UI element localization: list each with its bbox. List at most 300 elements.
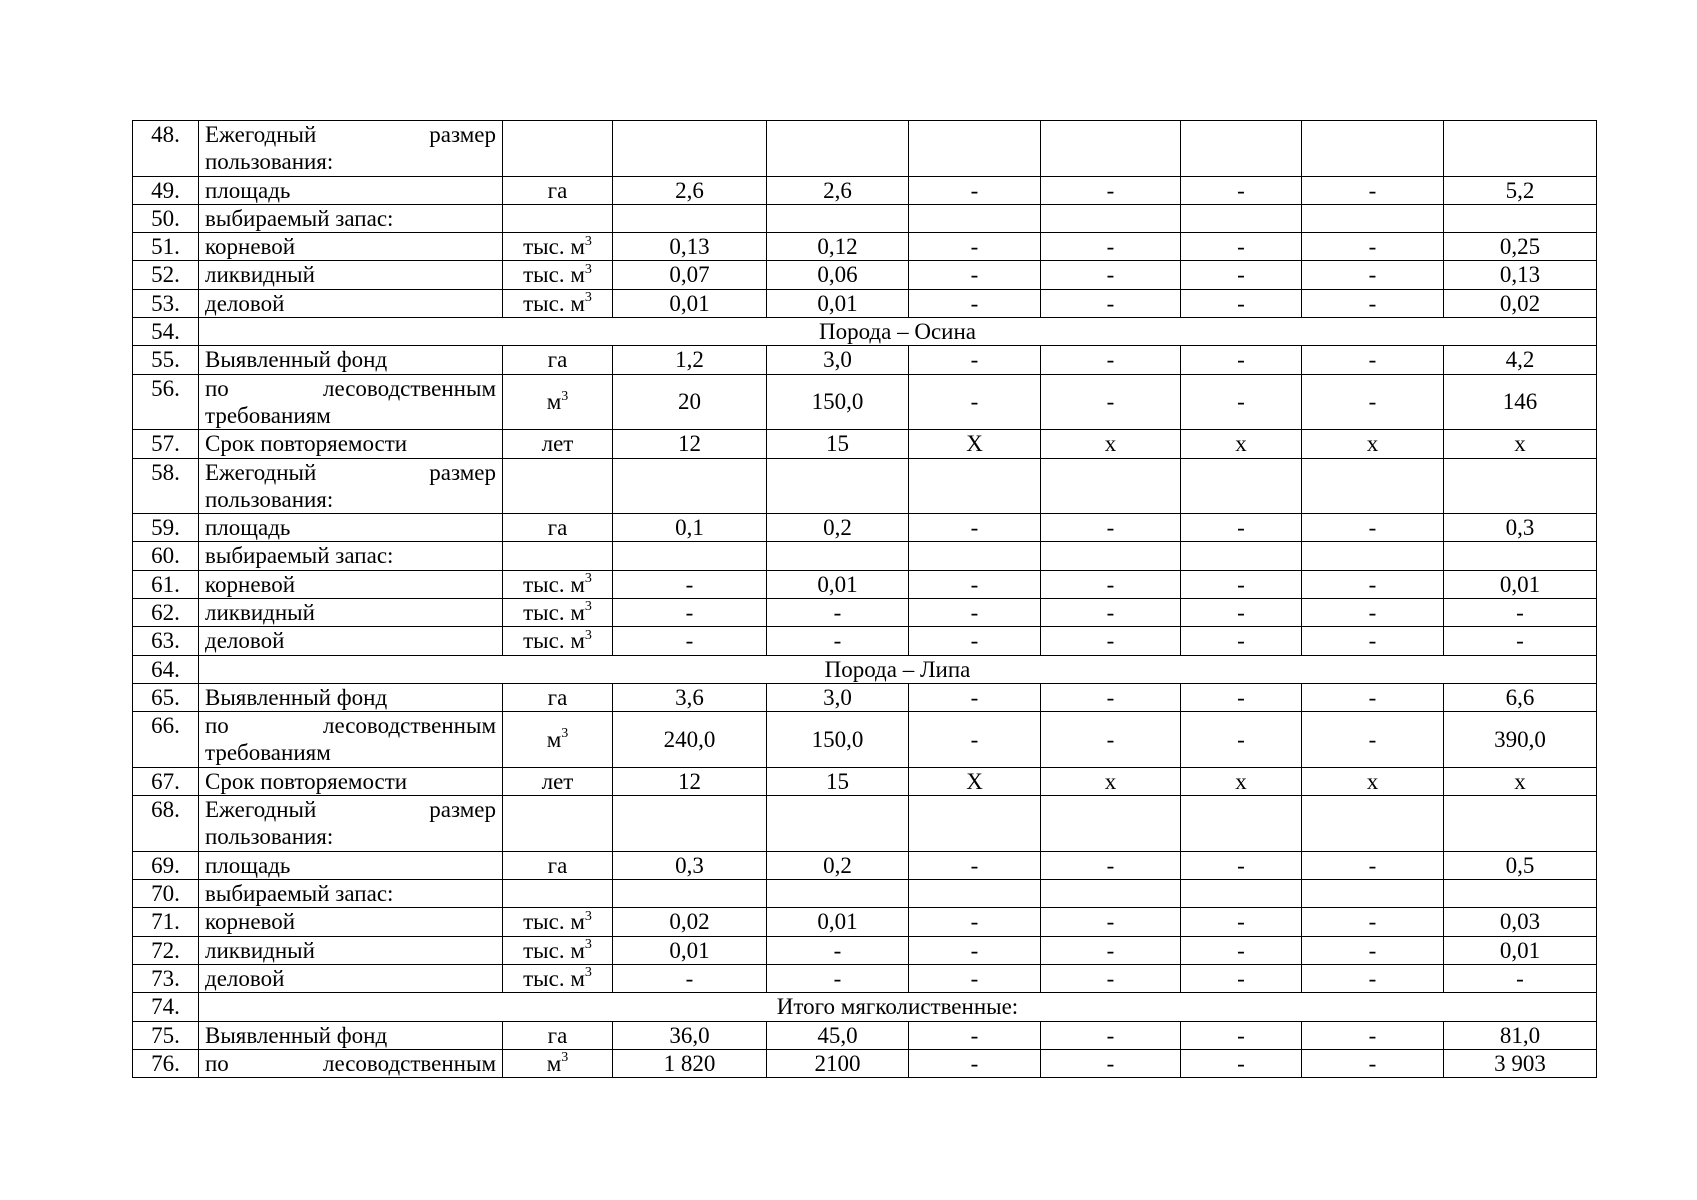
value-cell <box>1444 796 1597 852</box>
row-label: ликвидный <box>199 936 503 964</box>
value-cell: - <box>1181 851 1302 879</box>
unit-text: га <box>547 852 568 878</box>
value-cell: - <box>613 570 767 598</box>
value-cell: 0,13 <box>1444 261 1597 289</box>
value-cell: 0,5 <box>1444 851 1597 879</box>
unit-cell <box>503 796 613 852</box>
value-cell: 3,0 <box>767 683 909 711</box>
value-cell <box>1302 121 1444 177</box>
value-cell: - <box>909 599 1041 627</box>
value-cell: - <box>909 964 1041 992</box>
value-cell: х <box>1041 430 1181 458</box>
value-cell: - <box>1041 514 1181 542</box>
value-cell: х <box>1181 430 1302 458</box>
value-cell <box>1041 121 1181 177</box>
row-label-line2: пользования: <box>205 486 334 512</box>
unit-cell <box>503 542 613 570</box>
value-cell: - <box>1181 176 1302 204</box>
unit-cell <box>503 964 613 992</box>
unit-cell <box>503 908 613 936</box>
table-row <box>133 176 1597 204</box>
table-row <box>133 767 1597 795</box>
value-cell: 15 <box>767 430 909 458</box>
value-cell: - <box>1181 289 1302 317</box>
unit-cell <box>503 261 613 289</box>
row-label <box>199 121 503 177</box>
value-cell: - <box>1041 964 1181 992</box>
value-cell: - <box>909 233 1041 261</box>
table-row <box>133 627 1597 655</box>
value-cell: - <box>1181 599 1302 627</box>
value-cell <box>767 796 909 852</box>
row-label-line2: требованиям <box>205 740 331 766</box>
row-number: 75. <box>133 1021 199 1049</box>
value-cell: - <box>1302 599 1444 627</box>
table-row <box>133 908 1597 936</box>
table-row <box>133 570 1597 598</box>
forest-use-table <box>132 120 1597 1078</box>
value-cell: - <box>613 627 767 655</box>
value-cell: - <box>1302 964 1444 992</box>
value-cell: 3,0 <box>767 346 909 374</box>
value-cell: - <box>767 936 909 964</box>
value-cell <box>613 542 767 570</box>
unit-cell <box>503 430 613 458</box>
value-cell <box>1181 121 1302 177</box>
unit-cell <box>503 570 613 598</box>
unit-text: тыс. м <box>523 290 585 316</box>
value-cell: 12 <box>613 767 767 795</box>
unit-cell <box>503 767 613 795</box>
unit-cell <box>503 289 613 317</box>
value-cell: - <box>613 599 767 627</box>
value-cell: 4,2 <box>1444 346 1597 374</box>
value-cell: 150,0 <box>767 374 909 430</box>
value-cell: - <box>767 599 909 627</box>
row-label: Выявленный фонд <box>199 1021 503 1049</box>
value-cell: - <box>909 936 1041 964</box>
value-cell: - <box>909 1021 1041 1049</box>
row-label: Выявленный фонд <box>199 683 503 711</box>
value-cell: 0,25 <box>1444 233 1597 261</box>
value-cell <box>767 121 909 177</box>
value-cell <box>1181 880 1302 908</box>
table-row <box>133 121 1597 177</box>
value-cell: - <box>1302 712 1444 768</box>
value-cell: - <box>1444 964 1597 992</box>
row-number: 66. <box>133 712 199 768</box>
table-row <box>133 796 1597 852</box>
row-label: Срок повторяемости <box>199 430 503 458</box>
value-cell: 2,6 <box>613 176 767 204</box>
row-number: 56. <box>133 374 199 430</box>
row-number: 72. <box>133 936 199 964</box>
value-cell <box>909 121 1041 177</box>
unit-cell <box>503 458 613 514</box>
value-cell: - <box>1302 261 1444 289</box>
row-label-line2: пользования: <box>205 824 334 850</box>
unit-superscript: 3 <box>584 261 592 277</box>
value-cell: - <box>909 176 1041 204</box>
value-cell: х <box>1302 430 1444 458</box>
unit-text: лет <box>541 768 574 794</box>
value-cell: - <box>1041 233 1181 261</box>
row-label: корневой <box>199 233 503 261</box>
row-number: 65. <box>133 683 199 711</box>
value-cell: 3,6 <box>613 683 767 711</box>
row-number: 70. <box>133 880 199 908</box>
table-row <box>133 458 1597 514</box>
value-cell: - <box>1041 683 1181 711</box>
unit-superscript: 3 <box>584 627 592 643</box>
table-row <box>133 712 1597 768</box>
value-cell <box>1302 204 1444 232</box>
row-label-line1: по лесоводственным <box>205 375 496 401</box>
unit-text: га <box>547 515 568 541</box>
value-cell: - <box>1181 233 1302 261</box>
value-cell: 0,3 <box>1444 514 1597 542</box>
unit-cell <box>503 683 613 711</box>
table-row <box>133 1021 1597 1049</box>
value-cell: - <box>1041 1049 1181 1077</box>
unit-cell <box>503 936 613 964</box>
value-cell <box>1444 458 1597 514</box>
value-cell: - <box>1181 346 1302 374</box>
value-cell: 2100 <box>767 1049 909 1077</box>
row-number: 51. <box>133 233 199 261</box>
unit-text: тыс. м <box>523 262 585 288</box>
value-cell: - <box>1302 851 1444 879</box>
value-cell: х <box>1041 767 1181 795</box>
row-label: площадь <box>199 176 503 204</box>
row-number: 62. <box>133 599 199 627</box>
table-row <box>133 261 1597 289</box>
unit-cell <box>503 346 613 374</box>
value-cell <box>1181 458 1302 514</box>
value-cell: - <box>1302 936 1444 964</box>
value-cell <box>1302 458 1444 514</box>
row-label: ликвидный <box>199 599 503 627</box>
unit-text: тыс. м <box>523 628 585 654</box>
row-label-line2: требованиям <box>205 402 331 428</box>
unit-cell <box>503 1049 613 1077</box>
value-cell: - <box>767 627 909 655</box>
value-cell: Х <box>909 430 1041 458</box>
value-cell: - <box>1041 570 1181 598</box>
unit-cell <box>503 1021 613 1049</box>
value-cell: - <box>1302 289 1444 317</box>
value-cell <box>613 880 767 908</box>
value-cell: - <box>1041 712 1181 768</box>
value-cell: 2,6 <box>767 176 909 204</box>
unit-cell <box>503 121 613 177</box>
value-cell: - <box>1181 964 1302 992</box>
value-cell: - <box>909 346 1041 374</box>
value-cell: - <box>1181 261 1302 289</box>
value-cell: - <box>909 712 1041 768</box>
unit-text: га <box>547 684 568 710</box>
value-cell: х <box>1181 767 1302 795</box>
table-row <box>133 993 1597 1021</box>
row-number: 73. <box>133 964 199 992</box>
value-cell: 1,2 <box>613 346 767 374</box>
row-label <box>199 796 503 852</box>
value-cell: 5,2 <box>1444 176 1597 204</box>
unit-cell <box>503 851 613 879</box>
unit-superscript: 3 <box>561 388 569 404</box>
unit-cell <box>503 514 613 542</box>
row-number: 61. <box>133 570 199 598</box>
value-cell: 240,0 <box>613 712 767 768</box>
value-cell: - <box>1041 346 1181 374</box>
value-cell <box>613 121 767 177</box>
row-number: 49. <box>133 176 199 204</box>
row-label: выбираемый запас: <box>199 542 503 570</box>
value-cell: - <box>1041 289 1181 317</box>
unit-text: м <box>546 389 562 415</box>
row-number: 50. <box>133 204 199 232</box>
row-number: 57. <box>133 430 199 458</box>
row-label: ликвидный <box>199 261 503 289</box>
row-label: корневой <box>199 570 503 598</box>
value-cell <box>1444 204 1597 232</box>
unit-cell <box>503 627 613 655</box>
table-row <box>133 936 1597 964</box>
value-cell: - <box>613 964 767 992</box>
unit-cell <box>503 880 613 908</box>
value-cell <box>1444 121 1597 177</box>
row-label-line1: Ежегодный размер <box>205 459 496 485</box>
value-cell <box>1041 880 1181 908</box>
row-number: 76. <box>133 1049 199 1077</box>
value-cell: - <box>1041 851 1181 879</box>
value-cell <box>909 458 1041 514</box>
row-label: площадь <box>199 514 503 542</box>
unit-cell <box>503 374 613 430</box>
value-cell: - <box>1181 570 1302 598</box>
row-number: 54. <box>133 318 199 346</box>
value-cell: - <box>909 627 1041 655</box>
value-cell: - <box>909 851 1041 879</box>
value-cell: 0,1 <box>613 514 767 542</box>
row-label: Срок повторяемости <box>199 767 503 795</box>
value-cell: Х <box>909 767 1041 795</box>
section-title: Порода – Осина <box>199 318 1597 346</box>
value-cell: - <box>1041 599 1181 627</box>
value-cell: - <box>909 908 1041 936</box>
unit-cell <box>503 233 613 261</box>
value-cell <box>1444 880 1597 908</box>
value-cell: - <box>1302 346 1444 374</box>
value-cell: - <box>909 514 1041 542</box>
value-cell: 0,13 <box>613 233 767 261</box>
value-cell: 20 <box>613 374 767 430</box>
value-cell: - <box>1181 936 1302 964</box>
unit-superscript: 3 <box>584 936 592 952</box>
value-cell: - <box>1041 627 1181 655</box>
value-cell <box>909 880 1041 908</box>
value-cell: - <box>1444 599 1597 627</box>
unit-cell <box>503 712 613 768</box>
value-cell: - <box>909 374 1041 430</box>
value-cell <box>613 796 767 852</box>
value-cell: х <box>1444 767 1597 795</box>
row-number: 67. <box>133 767 199 795</box>
unit-superscript: 3 <box>561 1050 569 1066</box>
unit-text: тыс. м <box>523 234 585 260</box>
row-number: 71. <box>133 908 199 936</box>
value-cell: - <box>1302 908 1444 936</box>
value-cell <box>767 204 909 232</box>
value-cell: - <box>1302 1049 1444 1077</box>
row-label: выбираемый запас: <box>199 204 503 232</box>
row-number: 68. <box>133 796 199 852</box>
value-cell: 3 903 <box>1444 1049 1597 1077</box>
row-number: 64. <box>133 655 199 683</box>
unit-text: лет <box>541 431 574 457</box>
row-label: выбираемый запас: <box>199 880 503 908</box>
value-cell: - <box>1181 683 1302 711</box>
value-cell: 390,0 <box>1444 712 1597 768</box>
value-cell: 0,07 <box>613 261 767 289</box>
value-cell: 15 <box>767 767 909 795</box>
value-cell: - <box>1302 374 1444 430</box>
row-number: 52. <box>133 261 199 289</box>
value-cell: - <box>909 570 1041 598</box>
value-cell <box>613 204 767 232</box>
value-cell: х <box>1302 767 1444 795</box>
value-cell: - <box>1302 570 1444 598</box>
value-cell: - <box>1041 374 1181 430</box>
value-cell: - <box>909 1049 1041 1077</box>
value-cell: - <box>1302 514 1444 542</box>
value-cell: 45,0 <box>767 1021 909 1049</box>
unit-text: м <box>546 1050 562 1076</box>
value-cell <box>1181 796 1302 852</box>
row-label-line1: Ежегодный размер <box>205 122 496 147</box>
value-cell <box>1302 796 1444 852</box>
value-cell <box>1041 542 1181 570</box>
value-cell <box>767 542 909 570</box>
table-row <box>133 683 1597 711</box>
value-cell: 0,02 <box>1444 289 1597 317</box>
row-label: деловой <box>199 289 503 317</box>
value-cell: - <box>1041 908 1181 936</box>
value-cell <box>1302 880 1444 908</box>
row-number: 48. <box>133 121 199 177</box>
table-row <box>133 233 1597 261</box>
table-row <box>133 318 1597 346</box>
unit-text: м <box>546 727 562 753</box>
value-cell: 0,2 <box>767 514 909 542</box>
unit-cell <box>503 176 613 204</box>
value-cell: - <box>1181 1021 1302 1049</box>
value-cell <box>1181 542 1302 570</box>
unit-superscript: 3 <box>584 908 592 924</box>
unit-cell <box>503 204 613 232</box>
row-label: Выявленный фонд <box>199 346 503 374</box>
row-label-line1: по лесоводственным <box>205 713 496 739</box>
value-cell: - <box>1302 176 1444 204</box>
value-cell: - <box>767 964 909 992</box>
table-row <box>133 655 1597 683</box>
unit-text: тыс. м <box>523 600 585 626</box>
value-cell: - <box>1181 908 1302 936</box>
value-cell <box>909 796 1041 852</box>
unit-text: тыс. м <box>523 965 585 991</box>
row-number: 55. <box>133 346 199 374</box>
value-cell: 0,06 <box>767 261 909 289</box>
row-label: деловой <box>199 964 503 992</box>
value-cell: 6,6 <box>1444 683 1597 711</box>
row-number: 69. <box>133 851 199 879</box>
row-number: 53. <box>133 289 199 317</box>
value-cell: 0,03 <box>1444 908 1597 936</box>
row-label: по лесоводственным <box>199 1049 503 1077</box>
value-cell: 150,0 <box>767 712 909 768</box>
value-cell <box>1041 204 1181 232</box>
value-cell: - <box>909 261 1041 289</box>
row-label <box>199 374 503 430</box>
value-cell: - <box>1041 936 1181 964</box>
value-cell: - <box>1041 176 1181 204</box>
value-cell: - <box>1302 627 1444 655</box>
value-cell: 0,2 <box>767 851 909 879</box>
value-cell: - <box>1041 1021 1181 1049</box>
row-label: деловой <box>199 627 503 655</box>
row-number: 58. <box>133 458 199 514</box>
value-cell: 0,01 <box>1444 936 1597 964</box>
value-cell: 12 <box>613 430 767 458</box>
value-cell: 0,01 <box>1444 570 1597 598</box>
row-label-line1: Ежегодный размер <box>205 797 496 823</box>
table-row <box>133 289 1597 317</box>
unit-superscript: 3 <box>584 965 592 981</box>
value-cell: - <box>1181 514 1302 542</box>
value-cell <box>1444 542 1597 570</box>
table-row <box>133 599 1597 627</box>
value-cell: х <box>1444 430 1597 458</box>
value-cell: - <box>1302 1021 1444 1049</box>
value-cell: - <box>1181 627 1302 655</box>
value-cell <box>909 204 1041 232</box>
row-number: 63. <box>133 627 199 655</box>
value-cell: - <box>1041 261 1181 289</box>
value-cell <box>613 458 767 514</box>
section-title: Порода – Липа <box>199 655 1597 683</box>
value-cell: - <box>1181 712 1302 768</box>
table-row <box>133 374 1597 430</box>
unit-superscript: 3 <box>584 233 592 249</box>
value-cell: 0,02 <box>613 908 767 936</box>
value-cell: 36,0 <box>613 1021 767 1049</box>
value-cell <box>909 542 1041 570</box>
row-label: корневой <box>199 908 503 936</box>
value-cell: - <box>909 289 1041 317</box>
section-title: Итого мягколиственные: <box>199 993 1597 1021</box>
table-body <box>133 121 1597 1078</box>
unit-text: га <box>547 347 568 373</box>
value-cell: 0,01 <box>767 570 909 598</box>
value-cell: - <box>1181 374 1302 430</box>
value-cell: 0,01 <box>613 936 767 964</box>
value-cell <box>767 458 909 514</box>
unit-superscript: 3 <box>561 726 569 742</box>
row-number: 74. <box>133 993 199 1021</box>
value-cell <box>767 880 909 908</box>
value-cell: - <box>1302 683 1444 711</box>
value-cell <box>1041 796 1181 852</box>
